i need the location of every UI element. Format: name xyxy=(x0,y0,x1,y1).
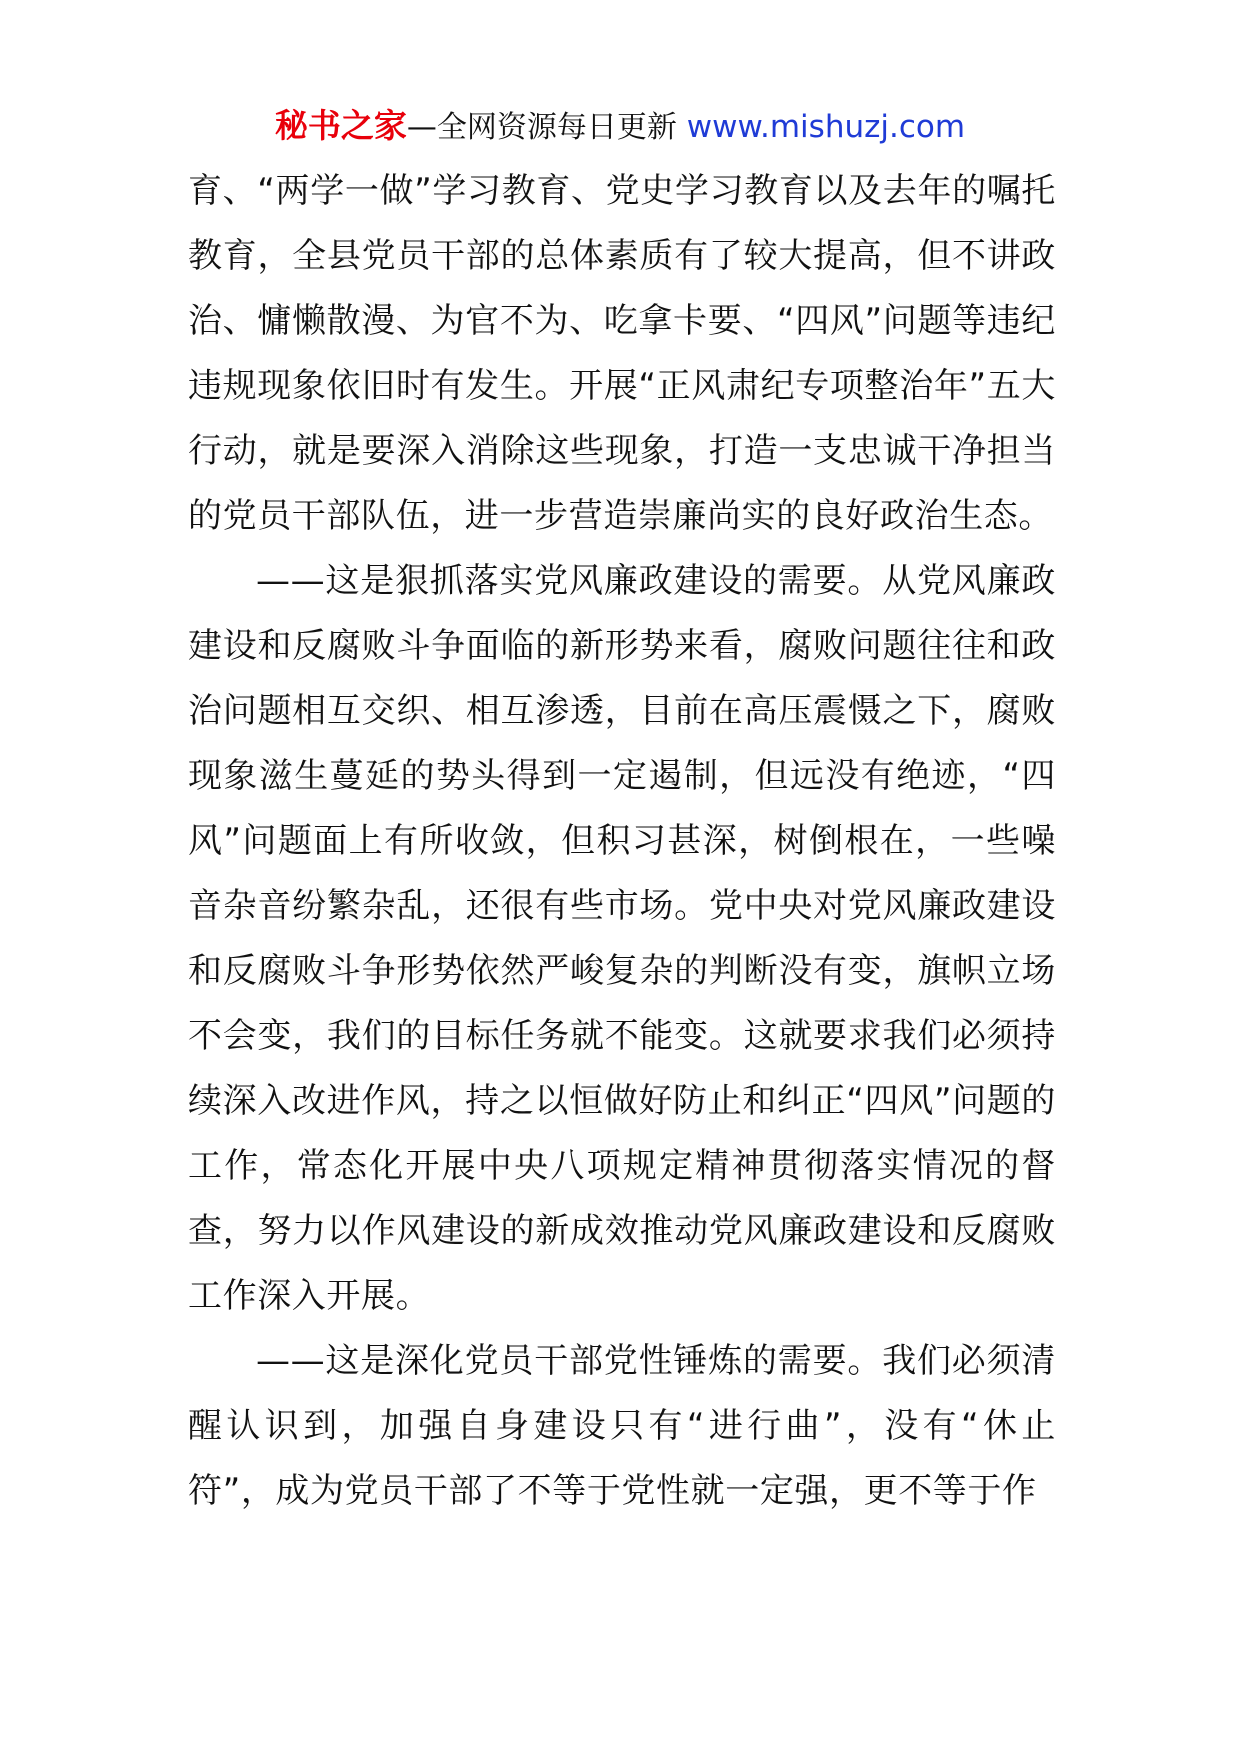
paragraph-continued: 育、“两学一做”学习教育、党史学习教育以及去年的嘱托教育，全县党员干部的总体素质有了较大提高，但不讲政治、慵懒散漫、为官不为、吃拿卡要、“四风”问题等违纪违规现象依旧时有发生。开展“正风肃纪专项整治年”五大行动，就是要深入消除这些现象，打造一支忠诚干净担当的党员干部队伍，进一步营造崇廉尚实的良好政治生态。 xyxy=(188,171,1056,536)
paragraph-party-spirit: ——这是深化党员干部党性锤炼的需要。我们必须清醒认识到，加强自身建设只有“进行曲”，没有“休止符”，成为党员干部了不等于党性就一定强，更不等于作 xyxy=(188,1341,1056,1511)
site-header xyxy=(0,104,1240,150)
paragraph-party-conduct: ——这是狠抓落实党风廉政建设的需要。从党风廉政建设和反腐败斗争面临的新形势来看，腐败问题往往和政治问题相互交织、相互渗透，目前在高压震慑之下，腐败现象滋生蔓延的势头得到一定遏制，但远没有绝迹，“四风”问题面上有所收敛，但积习甚深，树倒根在，一些噪音杂音纷繁杂乱，还很有些市场。党中央对党风廉政建设和反腐败斗争形势依然严峻复杂的判断没有变，旗帜立场不会变，我们的目标任务就不能变。这就要求我们必须持续深入改进作风，持之以恒做好防止和纠正“四风”问题的工作，常态化开展中央八项规定精神贯彻落实情况的督查，努力以作风建设的新成效推动党风廉政建设和反腐败工作深入开展。 xyxy=(188,561,1056,1316)
site-url[interactable]: www.mishuzj.com xyxy=(686,109,966,145)
brand-name: 秘书之家 xyxy=(274,106,407,145)
header-slogan: —全网资源每日更新 xyxy=(406,110,677,145)
document-body xyxy=(188,159,1056,1524)
